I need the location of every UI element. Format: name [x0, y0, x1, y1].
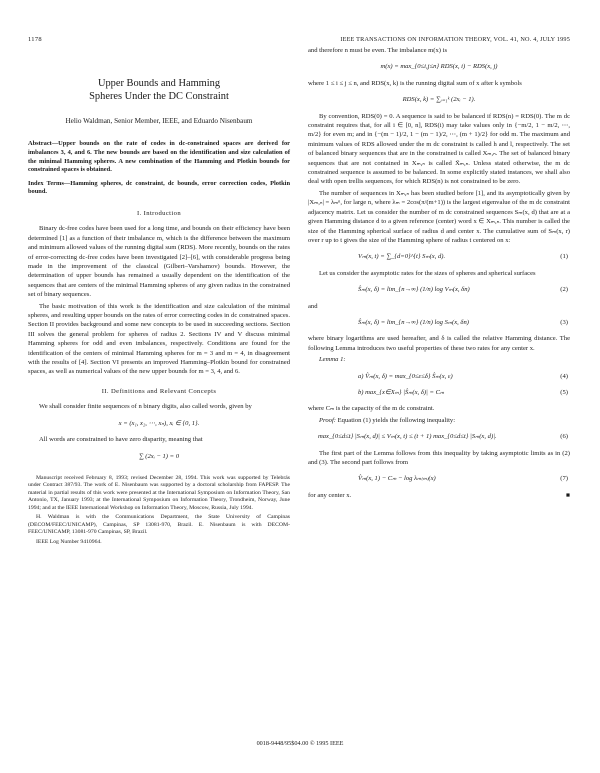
definitions-paragraph-2: All words are constrained to have zero disparity, meaning that — [39, 436, 203, 444]
equation-imbalance — [308, 62, 570, 71]
title-line-1: Upper Bounds and Hamming — [97, 78, 221, 89]
right-paragraph-4: The number of sequences in Xₘ,ₙ has been studied before [1], and its asymptotically given by |Xₘ,ₙ| = λₘⁿ, for large n, where λₘ = 2cos(π/(m+1)) is the largest eigenvalue of the m dc constraint adjacency matrix. Let us consider the number of m dc constrained sequences Sₘ(x, d) that are at a given Hamming distance d to a given reference (center) word x ∈ Xₘ,ₙ. This number is called the size of the Hamming spherical surface of radius d and center x. The cumulative sum of Sₘ(x, r) over r up to t gives the size of the Hamming sphere of radius t centered on x: — [308, 189, 570, 244]
lemma-label: Lemma 1: — [319, 356, 346, 364]
equation-6 — [308, 432, 570, 441]
title-line-2: Spheres Under the DC Constraint — [89, 90, 229, 102]
equation-7-number: (7) — [560, 475, 568, 483]
right-column — [308, 46, 570, 500]
proof-text: Equation (1) yields the following inequality: — [337, 416, 456, 424]
journal-running-head: IEEE TRANSACTIONS ON INFORMATION THEORY, VOL. 41, NO. 4, JULY 1995 — [340, 36, 570, 43]
equation-rds-body: RDS(x, k) = ∑ᵢ₌₁ᵏ (2xᵢ − 1). — [402, 96, 476, 104]
equation-disparity — [28, 452, 290, 461]
equation-5-body: b) max_{x∈Xₘ} |Ŝₘ(x, δ)| = Cₘ — [358, 388, 445, 396]
intro-paragraph-1: Binary dc-free codes have been used for a long time, and bounds on their efficiency have been determined [1] as a function of their imbalance m, which is the difference between the maximum and minimum allowed values of the running digital sum (RDS). More recently, bounds on the rates of error-correcting dc-free codes have been investigated [2]–[6], with considerable progress being made in the improvement of the classical (Gilbert–Varshamov) bounds. However, the determination of upper bounds has remained a usually dependent on the identification of the sequences that are centers of the minimal Hamming spheres of any given radius in the constrained set of binary sequences. — [28, 225, 290, 299]
equation-3-body: Ŝₘ(x, δ) = lim_{n→∞} (1/n) log Sₘ(x, δn) — [358, 318, 469, 326]
footnote-log-number: IEEE Log Number 9410964. — [36, 538, 102, 545]
footnote-affiliations: H. Waldman is with the Communications Department, the State University of Campinas (DECOM/FEEC/UNICAMP), Campinas, SP 13081-970, Brazil. E. Nisenbaum is with DECOM-FEEC/UNICAMP, 13081-970 Campinas, SP, Brazil. — [28, 514, 290, 536]
equation-7-body: V̂ₘ(x, 1) − Cₘ − log λₘ₍ₘ₎(x) — [358, 475, 436, 483]
equation-5 — [308, 388, 570, 397]
equation-3-number: (3) — [560, 318, 568, 326]
right-paragraph-8: where Cₘ is the capacity of the m dc constraint. — [308, 405, 435, 413]
right-paragraph-10: The first part of the Lemma follows from this inequality by taking asymptotic limits as in (2) and (3). The second part follows from — [308, 449, 570, 466]
equation-1-number: (1) — [560, 253, 568, 261]
equation-4 — [308, 372, 570, 381]
footnote-manuscript: Manuscript received February 8, 1993; revised December 28, 1994. This work was supported by Telebrás under Contract 387/93. The work of E. Nisenbaum was supported by a doctoral scholarship from FAPESP. The material in partial results of this work were presented at the International Symposium on Information Theory, San Antonio, TX, January 1993; at the International Symposium on Information Theory, Trondheim, Norway, June 1994; and at the IEEE International Workshop on Information Theory, Moscow, Russia, July 1994. — [28, 474, 290, 511]
equation-2-number: (2) — [560, 286, 568, 294]
equation-word — [28, 419, 290, 428]
proof-label: Proof: — [319, 416, 336, 424]
equation-4-number: (4) — [560, 372, 568, 380]
right-paragraph-7: where binary logarithms are used hereafter, and δ is called the relative Hamming distance. The following Lemma introduces two useful properties of these two rates for any center x. — [308, 335, 570, 352]
equation-rds — [308, 95, 570, 104]
definitions-paragraph-1: We shall consider finite sequences of n binary digits, also called words, given by — [39, 403, 252, 411]
right-paragraph-2: where 1 ≤ i ≤ j ≤ n, and RDS(x, k) is the running digital sum of x after k symbols — [308, 79, 522, 87]
equation-2-body: Ŝₘ(x, δ) = lim_{n→∞} (1/n) log Vₘ(x, δn) — [358, 286, 470, 294]
closing-line — [308, 491, 570, 500]
section-heading-definitions: II. Definitions and Relevant Concepts — [101, 387, 217, 395]
equation-3 — [308, 318, 570, 327]
footnotes — [28, 475, 290, 547]
equation-6-number: (6) — [560, 433, 568, 441]
equation-imbalance-body: m(x) = max_{0≤i,j≤n} RDS(x, i) − RDS(x, j) — [380, 63, 498, 71]
left-column — [28, 58, 290, 548]
equation-4-body: a) V̂ₘ(x, δ) = max_{0≤ε≤δ} Ŝₘ(x, ε) — [358, 372, 453, 380]
equation-5-number: (5) — [560, 388, 568, 396]
right-paragraph-11: for any center x. — [308, 491, 352, 499]
section-heading-introduction: I. Introduction — [136, 209, 182, 217]
author-list: Helio Waldman, Senior Member, IEEE, and Eduardo Nisenbaum — [65, 117, 253, 125]
page-number: 1178 — [28, 36, 42, 43]
copyright-code: 0018-9448/95$04.00 © 1995 IEEE — [256, 740, 344, 747]
paper-title — [28, 78, 290, 103]
right-paragraph-1: and therefore n must be even. The imbalance m(x) is — [308, 47, 448, 54]
equation-7 — [308, 474, 570, 483]
right-paragraph-6: and — [308, 302, 318, 310]
end-of-proof-mark: ■ — [566, 491, 570, 499]
right-paragraph-5: Let us consider the asymptotic rates for the sizes of spheres and spherical surfaces — [319, 269, 536, 277]
equation-6-body: max_{0≤d≤t} |Sₘ(x, d)| ≤ Vₘ(x, t) ≤ (t + 1) max_{0≤d≤t} |Sₘ(x, d)|. — [318, 433, 497, 441]
equation-1 — [308, 252, 570, 261]
index-terms: Index Terms—Hamming spheres, dc constraint, dc bounds, error correction codes, Plotkin bound. — [28, 179, 290, 196]
equation-disparity-body: ∑ (2xᵢ − 1) = 0 — [138, 452, 180, 460]
equation-word-body: x = (x₁, x₂, ⋯, xₙ), xᵢ ∈ {0, 1}. — [118, 419, 200, 427]
intro-paragraph-2: The basic motivation of this work is the identification and size calculation of the minimal spheres, and resulting upper bounds on the rates of error correcting codes in dc constrained spaces. Section II provides background and some new concepts to be used in succeeding sections. Section III solves the general problem for spheres of radius 2. Sections IV and V discuss minimal Hamming spheres for odd and even imbalances, respectively. Conditions are found for the identification of the centers of minimal Hamming spheres for m = 3 and m = 4, in disagreement with the results of [4]. Section VI presents an improved Hamming–Plotkin bound for constrained spaces, as well as numerical values of the new upper bounds for m = 3, 4, and 6. — [28, 302, 290, 376]
proof-paragraph — [308, 416, 570, 425]
right-paragraph-3: By convention, RDS(0) = 0. A sequence is said to be balanced if RDS(n) = RDS(0). The m dc constraint requires that, for all i ∈ [0, n], RDS(i) may take values only in {−m/2, 1 − m/2, ⋯, m/2} for even m; and in {−(m − 1)/2, 1 − (m − 1)/2, ⋯, (m + 1)/2} for odd m. The maximum and minimum values of RDS allowed under the m dc constraint is called h and l, respectively. The set of balanced binary sequences that are in the constrained is called Xₘ,ₙ. The set of balanced binary sequences that are not contained in Xₘ,ₙ is called X̄ₘ,ₙ. Unless stated otherwise, the m dc constrained sequence is assumed to be balanced. In some explicitly stated instances, we shall also deal with open trellis sequences, for which RDS(n) is not constrained to be zero. — [308, 112, 570, 186]
equation-2 — [308, 285, 570, 294]
abstract: Abstract—Upper bounds on the rate of codes in dc-constrained spaces are derived for imbalances 3, 4, and 6. The new bounds are based on the identification and size calculation of the minimal Hamming spheres. A new combination of the Hamming and Plotkin bounds for constrained spaces is obtained. — [28, 140, 290, 174]
equation-1-body: Vₘ(x, t) = ∑_{d=0}^{t} Sₘ(x, d). — [358, 253, 446, 261]
